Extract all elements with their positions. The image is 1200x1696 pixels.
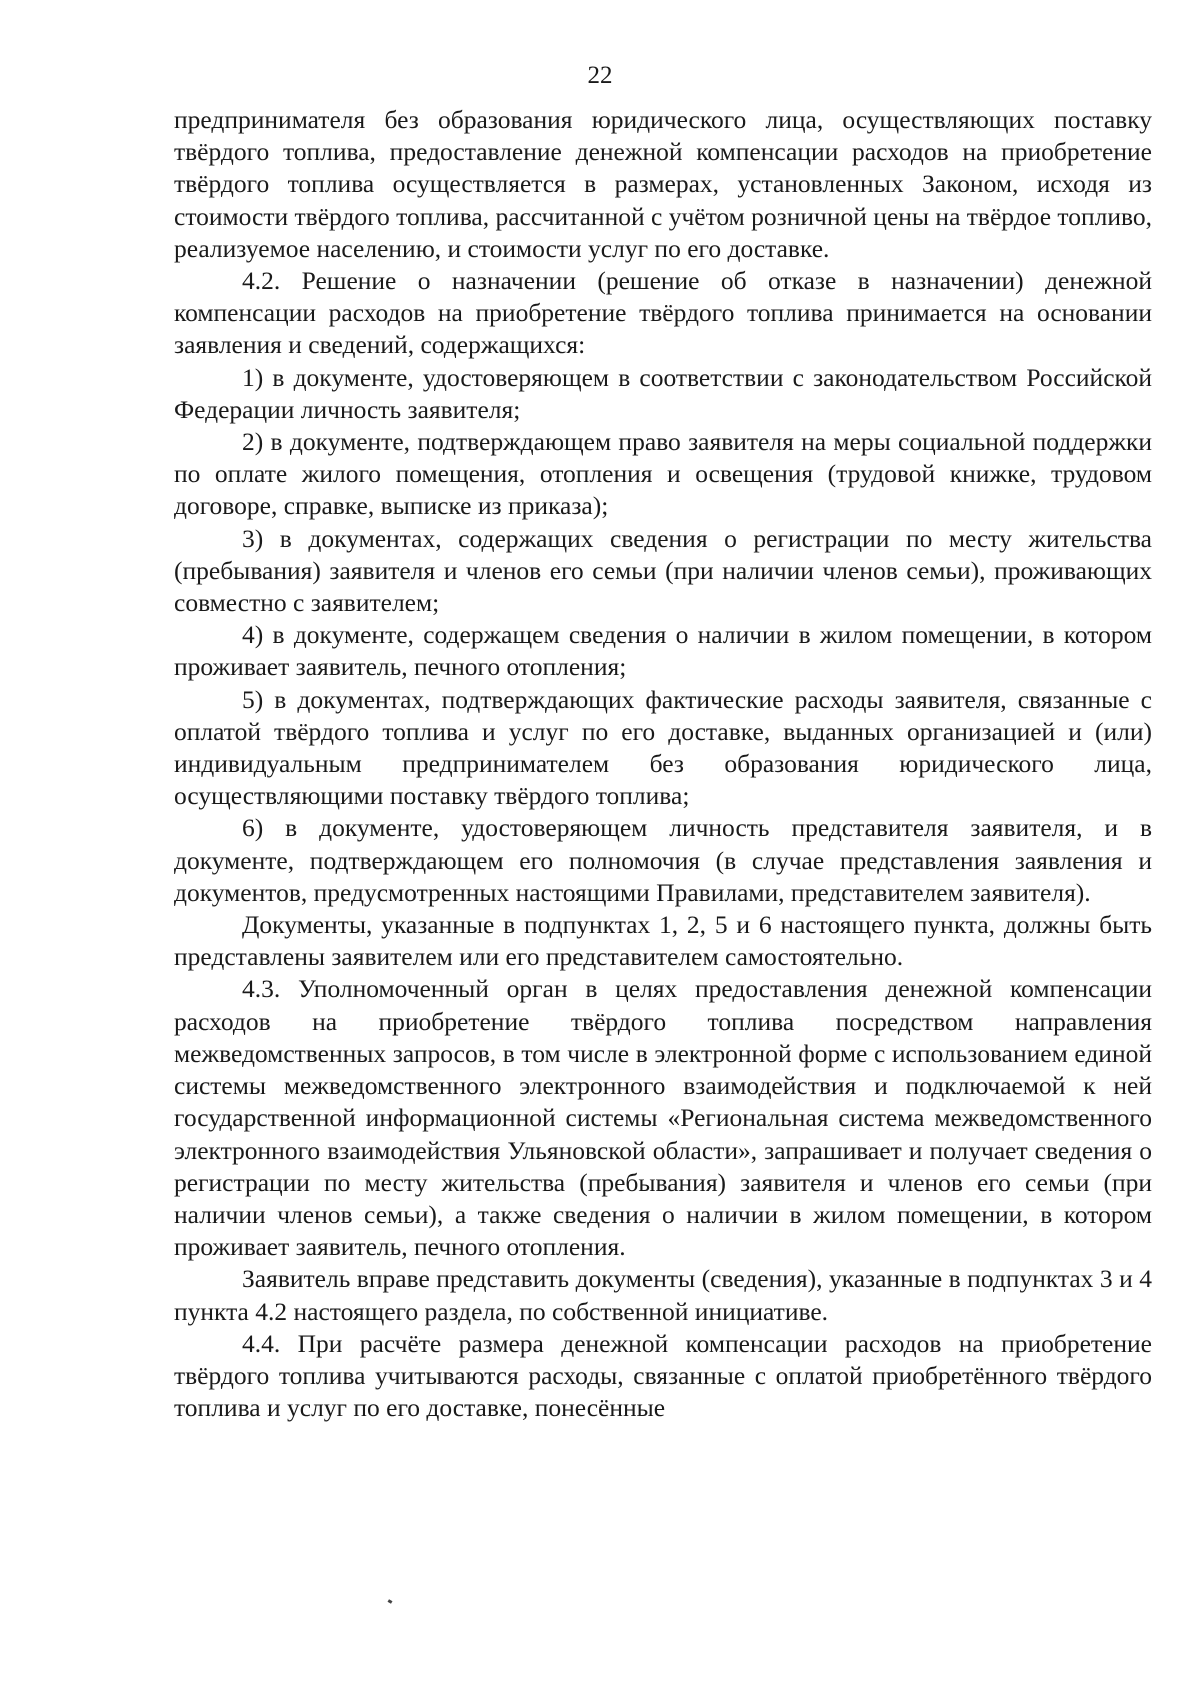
- paragraph-item-1: 1) в документе, удостоверяющем в соответствии с законодательством Российской Федерации личность заявителя;: [174, 362, 1152, 424]
- paragraph-item-5: 5) в документах, подтверждающих фактические расходы заявителя, связанные с оплатой твёрдого топлива и услуг по его доставке, выданных организацией и (или) индивидуальным предпринимателем без образования юридического лица, осуществляющими поставку твёрдого топлива;: [174, 684, 1152, 811]
- paragraph-item-6: 6) в документе, удостоверяющем личность представителя заявителя, и в документе, подтверждающем его полномочия (в случае представления заявления и документов, предусмотренных настоящими Правилами, представителем заявителя).: [174, 813, 1152, 907]
- paragraph-item-3: 3) в документах, содержащих сведения о регистрации по месту жительства (пребывания) заявителя и членов его семьи (при наличии членов семьи), проживающих совместно с заявителем;: [174, 523, 1152, 618]
- paragraph-item-2: 2) в документе, подтверждающем право заявителя на меры социальной поддержки по оплате жилого помещения, отопления и освещения (трудовой книжке, трудовом договоре, справке, выписке из приказа);: [174, 427, 1152, 521]
- page-number: 22: [587, 62, 613, 89]
- paragraph-clause-4-2: 4.2. Решение о назначении (решение об отказе в назначении) денежной компенсации расходов на приобретение твёрдого топлива принимается на основании заявления и сведений, содержащихся:: [174, 266, 1152, 360]
- paragraph-applicant-right: Заявитель вправе представить документы (сведения), указанные в подпунктах 3 и 4 пункта 4.2 настоящего раздела, по собственной инициативе.: [174, 1264, 1152, 1326]
- scan-speck: [388, 1599, 393, 1604]
- paragraph-documents-note: Документы, указанные в подпунктах 1, 2, 5 и 6 настоящего пункта, должны быть представлены заявителем или его представителем самостоятельно.: [174, 910, 1152, 972]
- document-body: [174, 104, 1152, 1424]
- paragraph-clause-4-3: 4.3. Уполномоченный орган в целях предоставления денежной компенсации расходов на приобретение твёрдого топлива посредством направления межведомственных запросов, в том числе в электронной форме с использованием единой системы межведомственного электронного взаимодействия и подключаемой к ней государственной информационной системы «Региональная система межведомственного электронного взаимодействия Ульяновской области», запрашивает и получает сведения о регистрации по месту жительства (пребывания) заявителя и членов его семьи (при наличии членов семьи), а также сведения о наличии в жилом помещении, в котором проживает заявитель, печного отопления.: [174, 974, 1152, 1262]
- paragraph-item-4: 4) в документе, содержащем сведения о наличии в жилом помещении, в котором проживает заявитель, печного отопления;: [174, 620, 1152, 682]
- paragraph-continuation: предпринимателя без образования юридического лица, осуществляющих поставку твёрдого топлива, предоставление денежной компенсации расходов на приобретение твёрдого топлива осуществляется в размерах, установленных Законом, исходя из стоимости твёрдого топлива, рассчитанной с учётом розничной цены на твёрдое топливо, реализуемое населению, и стоимости услуг по его доставке.: [174, 105, 1152, 263]
- paragraph-clause-4-4: 4.4. При расчёте размера денежной компенсации расходов на приобретение твёрдого топлива учитываются расходы, связанные с оплатой приобретённого твёрдого топлива и услуг по его доставке, понесённые: [174, 1328, 1152, 1423]
